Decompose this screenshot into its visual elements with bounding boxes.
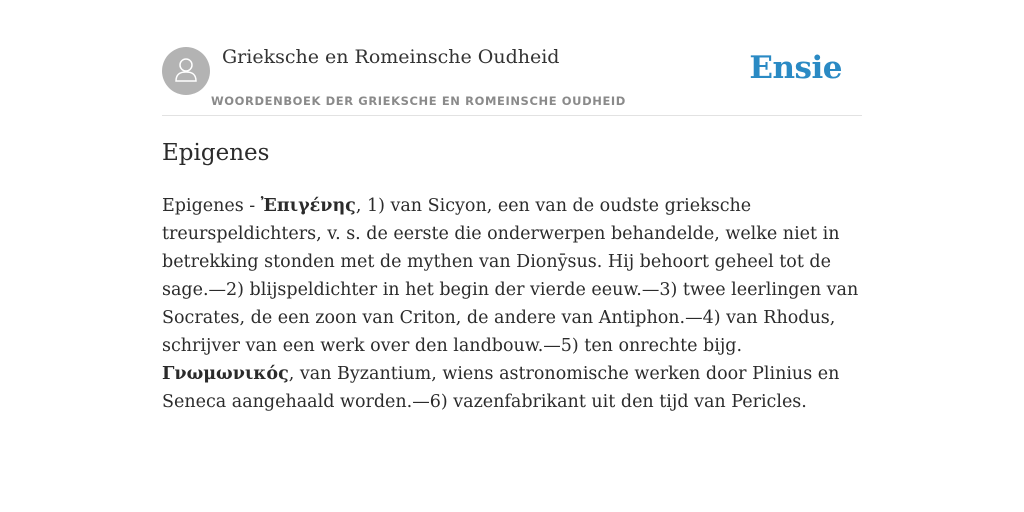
divider xyxy=(162,115,862,116)
user-icon xyxy=(171,54,201,88)
source-subtitle: WOORDENBOEK DER GRIEKSCHE EN ROMEINSCHE OUDHEID xyxy=(211,94,626,108)
entry-body xyxy=(162,192,862,416)
entry-text-1: , 1) van Sicyon, een van de oudste grieksche treurspeldichters, v. s. de eerste die onderwerpen behandelde, welke niet in betrekking stonden met de mythen van Dionȳsus. Hij behoort geheel tot de sage.—2) blijspeldichter in het begin der vierde eeuw.—3) twee leerlingen van Socrates, de een zoon van Criton, de andere van Antiphon.—4) van Rhodus, schrijver van een werk over den landbouw.—5) ten onrechte bijg. xyxy=(162,196,859,356)
page-title: Epigenes xyxy=(162,140,270,166)
brand-logo[interactable]: Ensie xyxy=(749,50,842,86)
source-title[interactable]: Grieksche en Romeinsche Oudheid xyxy=(222,46,560,68)
avatar[interactable] xyxy=(162,47,210,95)
entry-term: Epigenes - xyxy=(162,196,261,216)
header xyxy=(162,46,862,116)
greek-name: Ἐπιγένης xyxy=(260,196,356,216)
greek-epithet: Γνωμωνικός xyxy=(162,364,289,384)
entry-text-2: , van Byzantium, wiens astronomische werken door Plinius en Seneca aangehaald worden.—6) vazenfabrikant uit den tijd van Pericles. xyxy=(162,364,840,412)
